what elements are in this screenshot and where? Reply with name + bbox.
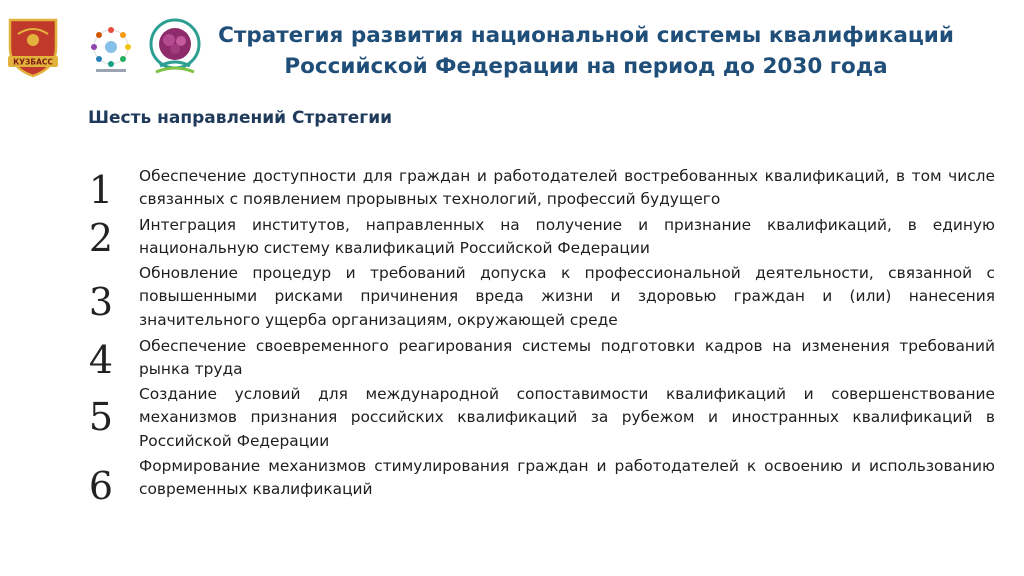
- direction-number: 1: [88, 168, 114, 212]
- direction-number: 2: [88, 216, 114, 260]
- direction-number: 4: [88, 338, 114, 382]
- svg-text:КУЗБАСС: КУЗБАСС: [13, 57, 53, 67]
- direction-text: Формирование механизмов стимулирования граждан и работодателей к освоению и использованию современных квалификаций: [139, 457, 995, 499]
- title-line-2: Российской Федерации на период до 2030 года: [284, 54, 888, 79]
- direction-text: Обновление процедур и требований допуска к профессиональной деятельности, связанной с повышенными рисками причинения вреда жизни и здоровью граждан и (или) нанесения значительного ущерба организациям, окружающей среде: [139, 264, 995, 329]
- direction-number: 3: [88, 280, 114, 324]
- direction-text: Обеспечение доступности для граждан и работодателей востребованных квалификаций, в том числе связанных с появлением прорывных технологий, профессий будущего: [139, 167, 995, 209]
- direction-text: Обеспечение своевременного реагирования системы подготовки кадров на изменения требований рынка труда: [139, 337, 995, 379]
- direction-number: 5: [88, 395, 114, 439]
- direction-text: Интеграция институтов, направленных на получение и признание квалификаций, в единую национальную систему квалификаций Российской Федерации: [139, 216, 995, 258]
- direction-number: 6: [88, 464, 114, 508]
- direction-text: Создание условий для международной сопоставимости квалификаций и совершенствование механизмов признания российских квалификаций за рубежом и иностранных квалификаций в Российской Федерации: [139, 385, 995, 450]
- title-line-1: Стратегия развития национальной системы квалификаций: [218, 23, 954, 48]
- section-subtitle: Шесть направлений Стратегии: [88, 108, 393, 128]
